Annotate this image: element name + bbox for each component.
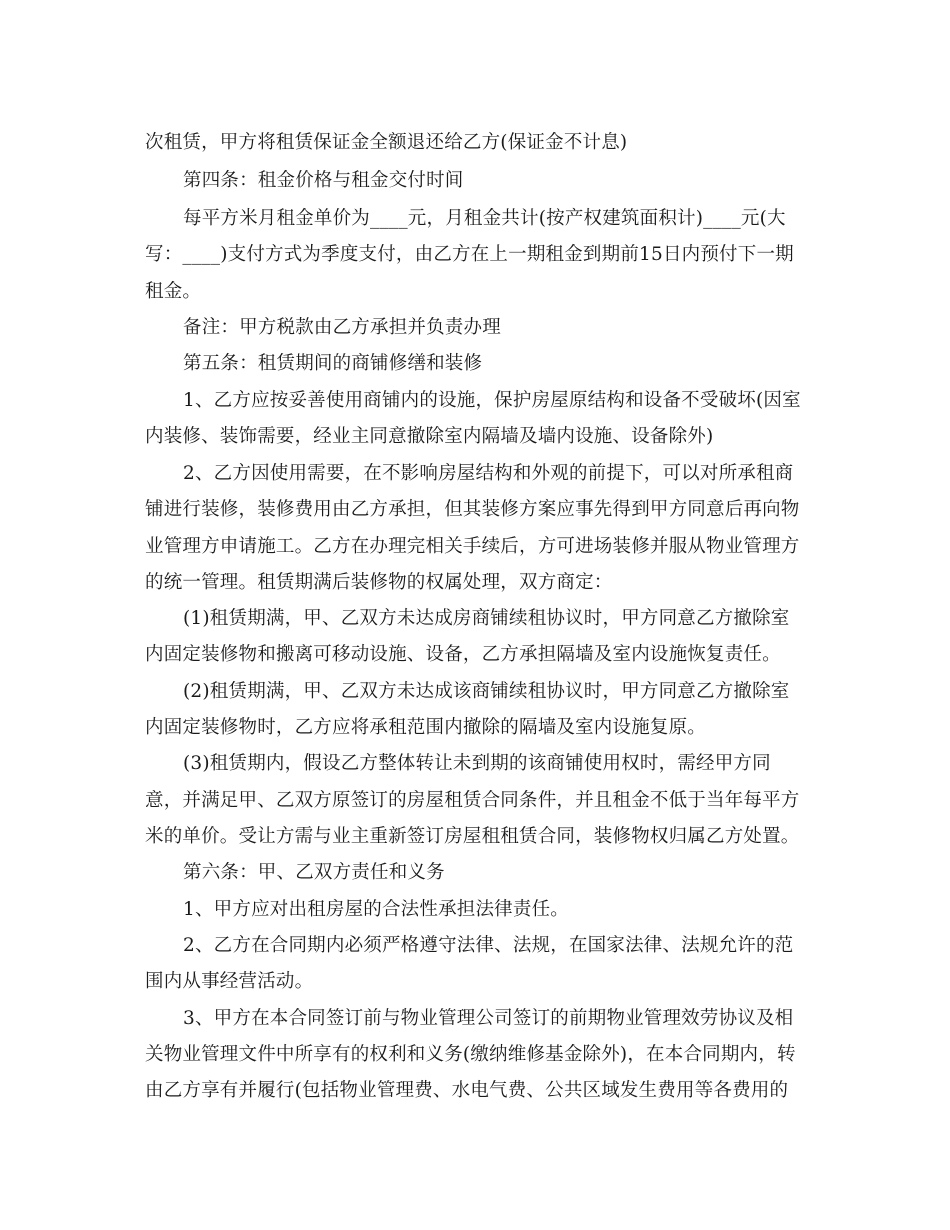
text-line: 的统一管理。租赁期满后装修物的权属处理，双方商定：: [145, 572, 613, 593]
text-line: 2、乙方在合同期内必须严格遵守法律、法规，在国家法律、法规允许的范: [183, 935, 794, 956]
text-line: 围内从事经营活动。: [145, 971, 314, 992]
text-line: 铺进行装修，装修费用由乙方承担，但其装修方案应事先得到甲方同意后再向物: [145, 499, 800, 520]
section-heading: 第六条：甲、乙双方责任和义务: [183, 862, 445, 883]
text-line: 业管理方申请施工。乙方在办理完相关手续后，方可进场装修并服从物业管理方: [145, 536, 800, 557]
text-line: 米的单价。受让方需与业主重新签订房屋租租赁合同，装修物权归属乙方处置。: [145, 826, 800, 847]
text-line: 租金。: [145, 281, 202, 302]
text-line: 关物业管理文件中所享有的权利和义务(缴纳维修基金除外)，在本合同期内，转: [145, 1044, 796, 1065]
note-line: 备注：甲方税款由乙方承担并负责办理: [183, 317, 501, 338]
text-line: 由乙方享有并履行(包括物业管理费、水电气费、公共区域发生费用等各费用的: [145, 1080, 789, 1101]
text-line: 意，并满足甲、乙双方原签订的房屋租赁合同条件，并且租金不低于当年每平方: [145, 790, 800, 811]
text-line: 内装修、装饰需要，经业主同意撤除室内隔墙及墙内设施、设备除外): [145, 426, 714, 447]
text-line: 写：____)支付方式为季度支付，由乙方在上一期租金到期前15日内预付下一期: [145, 244, 794, 265]
text-line: (1)租赁期满，甲、乙双方未达成房商铺续租协议时，甲方同意乙方撤除室: [183, 608, 790, 629]
text-line: 每平方米月租金单价为____元，月租金共计(按产权建筑面积计)____元(大: [183, 208, 786, 229]
text-line: 内固定装修物时，乙方应将承租范围内撤除的隔墙及室内设施复原。: [145, 717, 707, 738]
text-line: (3)租赁期内，假设乙方整体转让未到期的该商铺使用权时，需经甲方同: [183, 753, 771, 774]
text-line: 1、甲方应对出租房屋的合法性承担法律责任。: [183, 899, 569, 920]
text-line: 2、乙方因使用需要，在不影响房屋结构和外观的前提下，可以对所承租商: [183, 463, 794, 484]
text-line: 内固定装修物和搬离可移动设施、设备，乙方承担隔墙及室内设施恢复责任。: [145, 644, 781, 665]
text-line: 次租赁，甲方将租赁保证金全额退还给乙方(保证金不计息): [145, 132, 628, 153]
text-line: 1、乙方应按妥善使用商铺内的设施，保护房屋原结构和设备不受破坏(因室: [183, 390, 801, 411]
text-line: (2)租赁期满，甲、乙双方未达成该商铺续租协议时，甲方同意乙方撤除室: [183, 681, 790, 702]
section-heading: 第四条：租金价格与租金交付时间: [183, 170, 464, 191]
text-line: 3、甲方在本合同签订前与物业管理公司签订的前期物业管理效劳协议及相: [183, 1008, 794, 1029]
section-heading: 第五条：租赁期间的商铺修缮和装修: [183, 353, 483, 374]
